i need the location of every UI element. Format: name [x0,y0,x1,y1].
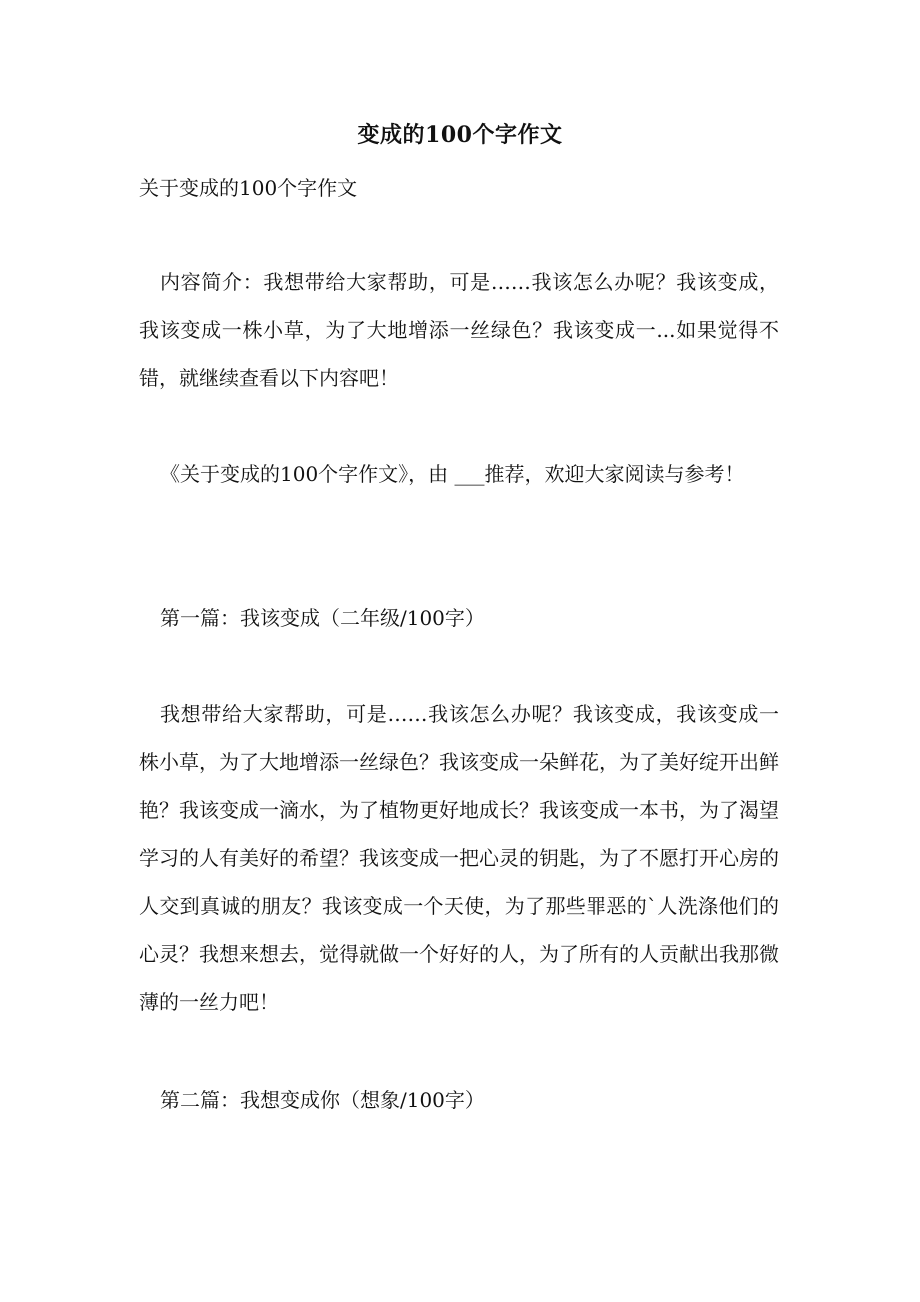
document-subtitle: 关于变成的100个字作文 [139,176,358,200]
document-title: 变成的100个字作文 [357,122,563,148]
section-body-1: 我想带给大家帮助，可是……我该怎么办呢？我该变成，我该变成一株小草，为了大地增添一丝绿色？我该变成一朵鲜花，为了美好绽开出鲜艳？我该变成一滴水，为了植物更好地成长？我该变成一本书，为了渴望学习的人有美好的希望？我该变成一把心灵的钥匙，为了不愿打开心房的人交到真诚的朋友？我该变成一个天使，为了那些罪恶的`人洗涤他们的心灵？我想来想去，觉得就做一个好好的人，为了所有的人贡献出我那微薄的一丝力吧！ [139,702,779,1014]
intro-paragraph: 内容简介：我想带给大家帮助，可是……我该怎么办呢？我该变成，我该变成一株小草，为了大地增添一丝绿色？我该变成一...如果觉得不错，就继续查看以下内容吧！ [139,270,779,390]
section-heading-2: 第二篇：我想变成你（想象/100字） [160,1088,485,1112]
section-heading-1: 第一篇：我该变成（二年级/100字） [160,606,485,630]
recommend-paragraph: 《关于变成的100个字作文》，由 ___推荐，欢迎大家阅读与参考！ [160,462,745,486]
